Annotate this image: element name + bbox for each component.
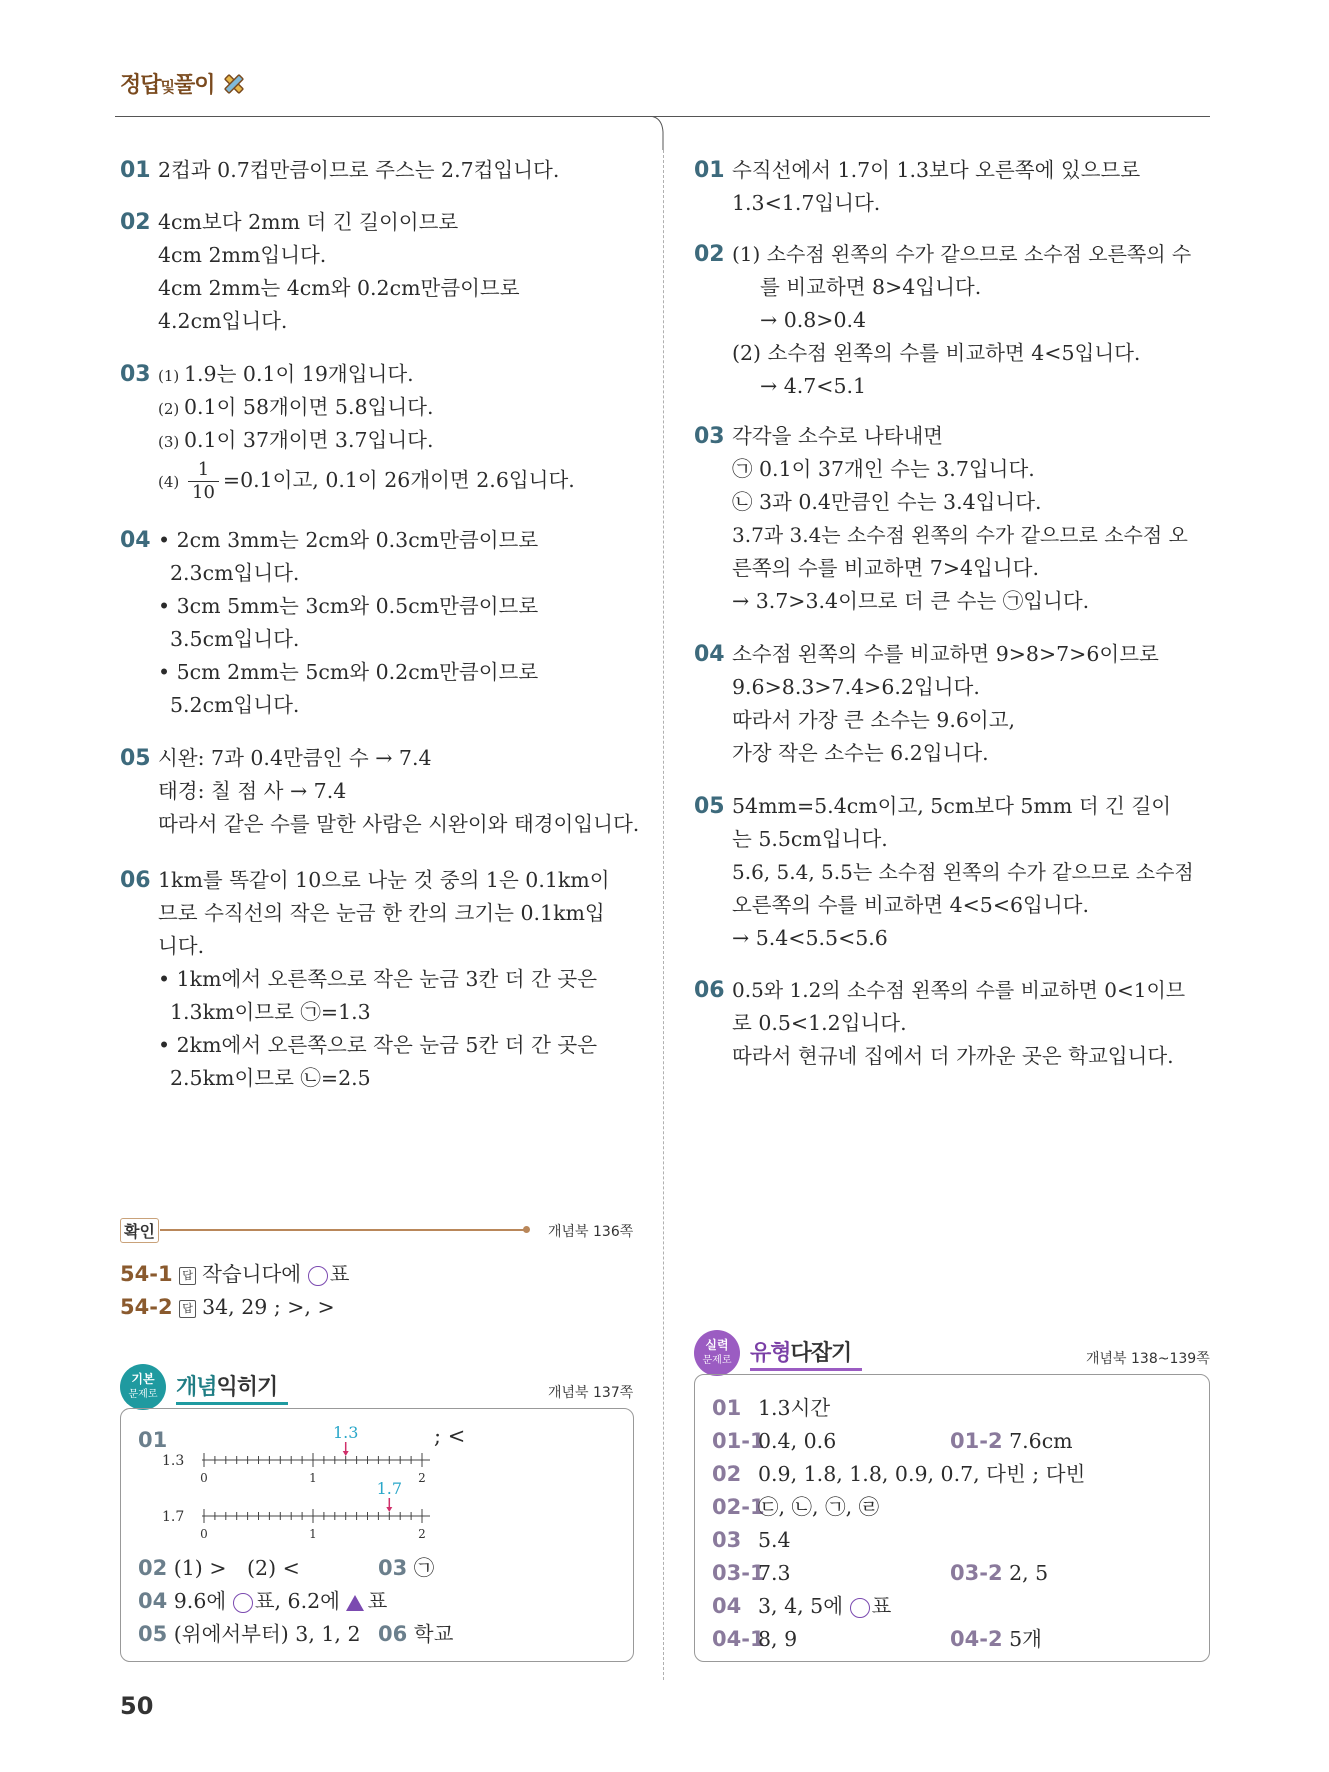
- check-item-2: [120, 1291, 335, 1324]
- basic-q04: [138, 1585, 387, 1618]
- problem-line: • 2cm 3mm는 2cm와 0.3cm만큼이므로: [158, 528, 539, 552]
- problem-line: 소수점 왼쪽의 수를 비교하면 9>8>7>6이므로: [732, 642, 1159, 666]
- problem-line: =0.1이고, 0.1이 26개이면 2.6입니다.: [222, 468, 575, 492]
- check-ref: 개념북 136쪽: [548, 1224, 634, 1240]
- problem-number: 05: [694, 794, 725, 819]
- check-rule: [160, 1229, 525, 1231]
- problem-number: 02: [694, 242, 725, 267]
- problem-line: 른쪽의 수를 비교하면 7>4입니다.: [732, 556, 1039, 580]
- circle-mark-icon: [233, 1593, 253, 1613]
- problem-line: 54mm=5.4cm이고, 5cm보다 5mm 더 긴 길이: [732, 794, 1172, 818]
- skill-row: 03 5.4: [712, 1528, 791, 1552]
- skill-badge: 실력 문제로: [694, 1330, 740, 1376]
- problem-line: 므로 수직선의 작은 눈금 한 칸의 크기는 0.1km입: [158, 901, 605, 925]
- problem-line: • 5cm 2mm는 5cm와 0.2cm만큼이므로: [158, 660, 539, 684]
- triangle-mark-icon: [346, 1595, 364, 1611]
- basic-q04-a: 9.6에: [173, 1589, 227, 1613]
- problem-number: 03: [694, 424, 725, 449]
- problem-number: 06: [120, 868, 151, 893]
- problem-line: 각각을 소수로 나타내면: [732, 424, 944, 448]
- problem-line: → 4.7<5.1: [760, 374, 867, 398]
- check-rule-dot: [523, 1226, 530, 1233]
- problem-line: 4.2cm입니다.: [158, 309, 288, 333]
- sub-label: (4): [158, 473, 180, 491]
- check-item-mark-text: 표: [329, 1262, 350, 1286]
- problem-line: (1) 소수점 왼쪽의 수가 같으므로 소수점 오른쪽의 수: [732, 242, 1192, 266]
- number-line-label: 1.7: [162, 1509, 185, 1525]
- skill-row: 01 1.3시간: [712, 1396, 831, 1420]
- problem-line: 2.3cm입니다.: [170, 561, 300, 585]
- problem-line: → 5.4<5.5<5.6: [732, 926, 888, 950]
- basic-q02-number: 02: [138, 1556, 168, 1580]
- fraction: $\frac{1}{10}$: [188, 459, 219, 504]
- basic-q06: [378, 1618, 453, 1651]
- circle-mark-icon: [308, 1266, 328, 1286]
- number-line-tick-label: 2: [418, 1471, 426, 1485]
- problem-line: (2) 소수점 왼쪽의 수를 비교하면 4<5입니다.: [732, 341, 1141, 365]
- problem-line: • 3cm 5mm는 3cm와 0.5cm만큼이므로: [158, 594, 539, 618]
- basic-q04-c: 표: [367, 1589, 388, 1613]
- basic-q06-text: 학교: [413, 1622, 454, 1646]
- problem-line: 시완: 7과 0.4만큼인 수 → 7.4: [158, 746, 432, 770]
- problem-line: 니다.: [158, 934, 205, 958]
- basic-q03-number: 03: [378, 1556, 408, 1580]
- basic-q05-text: (위에서부터) 3, 1, 2: [173, 1622, 361, 1646]
- problem-number: 04: [694, 642, 725, 667]
- answer-icon: 답: [179, 1267, 196, 1285]
- number-line-tick-label: 0: [200, 1471, 208, 1485]
- problem-line: 1.9는 0.1이 19개입니다.: [184, 362, 414, 386]
- number-line-tick-label: 1: [309, 1471, 317, 1485]
- check-item-number: 54-1: [120, 1262, 173, 1286]
- circle-mark-icon: [850, 1598, 870, 1618]
- skill-title-underline: [750, 1368, 862, 1371]
- problem-number: 02: [120, 210, 151, 235]
- number-line-arrowhead: [343, 1451, 349, 1456]
- problem-line: 5.6, 5.4, 5.5는 소수점 왼쪽의 수가 같으므로 소수점: [732, 860, 1194, 884]
- basic-q02: [138, 1552, 300, 1585]
- basic-ref: 개념북 137쪽: [548, 1385, 634, 1401]
- page-number: 50: [120, 1692, 154, 1720]
- problem-line: 따라서 같은 수를 말한 사람은 시완이와 태경이입니다.: [158, 812, 640, 836]
- basic-q02-a: (1) >: [173, 1556, 227, 1580]
- skill-row: 01-10.4, 0.6 01-2 7.6cm: [712, 1429, 1073, 1453]
- problem-number: 01: [694, 158, 725, 183]
- skill-row: 02 0.9, 1.8, 1.8, 0.9, 0.7, 다빈 ; 다빈: [712, 1462, 1086, 1486]
- problem-line: 5.2cm입니다.: [170, 693, 300, 717]
- sub-label: (2): [158, 400, 180, 418]
- answer-icon: 답: [179, 1300, 196, 1318]
- skill-row: 04-18, 9 04-2 5개: [712, 1627, 1042, 1651]
- basic-title: 개념익히기: [176, 1375, 278, 1400]
- number-lines: [160, 1420, 440, 1550]
- basic-q04-b: 표, 6.2에: [254, 1589, 340, 1613]
- problem-line: ㉡ 3과 0.4만큼인 수는 3.4입니다.: [732, 490, 1042, 514]
- problem-line: 4cm 2mm는 4cm와 0.2cm만큼이므로: [158, 276, 520, 300]
- skill-row: 03-17.3 03-2 2, 5: [712, 1561, 1049, 1585]
- check-item-text: 작습니다에: [202, 1262, 302, 1286]
- basic-q04-number: 04: [138, 1589, 168, 1613]
- problem-line: 3.7과 3.4는 소수점 왼쪽의 수가 같으므로 소수점 오: [732, 523, 1188, 547]
- problem-line: 1.3<1.7입니다.: [732, 191, 881, 215]
- problem-line: 0.1이 37개이면 3.7입니다.: [184, 428, 434, 452]
- basic-title-underline: [176, 1402, 288, 1405]
- problem-line: 2.5km이므로 ㉡=2.5: [170, 1066, 371, 1090]
- column-divider: [663, 150, 664, 1680]
- number-line-tick-label: 2: [418, 1527, 426, 1541]
- problem-line: → 3.7>3.4이므로 더 큰 수는 ㉠입니다.: [732, 589, 1090, 613]
- sub-label: (1): [158, 367, 180, 385]
- basic-q06-number: 06: [378, 1622, 408, 1646]
- check-item-1: [120, 1258, 349, 1291]
- number-line-label: 1.3: [162, 1453, 185, 1469]
- problem-number: 04: [120, 528, 151, 553]
- problem-line: • 2km에서 오른쪽으로 작은 눈금 5칸 더 간 곳은: [158, 1033, 598, 1057]
- number-line-value-label: 1.3: [332, 1423, 359, 1442]
- problem-line: 0.5와 1.2의 소수점 왼쪽의 수를 비교하면 0<1이므: [732, 978, 1186, 1002]
- problem-line: 를 비교하면 8>4입니다.: [760, 275, 982, 299]
- skill-title: 유형다잡기: [750, 1341, 852, 1366]
- problem-line: 따라서 가장 큰 소수는 9.6이고,: [732, 708, 1016, 732]
- basic-q02-b: (2) <: [247, 1556, 300, 1580]
- number-line-arrowhead: [386, 1507, 392, 1512]
- problem-line: 가장 작은 소수는 6.2입니다.: [732, 741, 989, 765]
- header-title-b: 및: [160, 78, 175, 96]
- skill-ref: 개념북 138~139쪽: [1086, 1351, 1210, 1367]
- check-label: 확인: [120, 1218, 159, 1243]
- problem-number: 05: [120, 746, 151, 771]
- problem-line: 4cm 2mm입니다.: [158, 243, 327, 267]
- basic-q01-answer: ; <: [434, 1424, 466, 1448]
- skill-row: 02-1㉢, ㉡, ㉠, ㉣: [712, 1495, 880, 1519]
- header-notch: [648, 116, 666, 150]
- problem-line: → 0.8>0.4: [760, 308, 867, 332]
- basic-q01-number: 01: [138, 1428, 168, 1452]
- pencil-ruler-icon: [222, 72, 246, 96]
- basic-q05-number: 05: [138, 1622, 168, 1646]
- problem-number: 03: [120, 362, 151, 387]
- skill-answers: [712, 1392, 1085, 1656]
- problem-number: 06: [694, 978, 725, 1003]
- problem-line: 로 0.5<1.2입니다.: [732, 1011, 907, 1035]
- basic-q05: [138, 1618, 361, 1651]
- sub-label: (3): [158, 433, 180, 451]
- problem-line: 3.5cm입니다.: [170, 627, 300, 651]
- problem-line: 태경: 칠 점 사 → 7.4: [158, 779, 347, 803]
- number-line-tick-label: 1: [309, 1527, 317, 1541]
- problem-line: ㉠ 0.1이 37개인 수는 3.7입니다.: [732, 457, 1035, 481]
- basic-badge: 기본 문제로: [120, 1364, 166, 1410]
- problem-line: 1.3km이므로 ㉠=1.3: [170, 1000, 371, 1024]
- problem-line: 따라서 현규네 집에서 더 가까운 곳은 학교입니다.: [732, 1044, 1174, 1068]
- problem-number: 01: [120, 158, 151, 183]
- problem-line: 수직선에서 1.7이 1.3보다 오른쪽에 있으므로: [732, 158, 1141, 182]
- problem-line: 9.6>8.3>7.4>6.2입니다.: [732, 675, 980, 699]
- header-title-c: 풀이: [174, 73, 215, 98]
- header-title-a: 정답: [120, 73, 161, 98]
- number-line-value-label: 1.7: [376, 1479, 403, 1498]
- check-item-text: 34, 29 ; >, >: [202, 1295, 335, 1319]
- problem-line: 는 5.5cm입니다.: [732, 827, 888, 851]
- number-line-tick-label: 0: [200, 1527, 208, 1541]
- header-title: [120, 68, 215, 99]
- problem-line: 오른쪽의 수를 비교하면 4<5<6입니다.: [732, 893, 1089, 917]
- problem-line: 1km를 똑같이 10으로 나눈 것 중의 1은 0.1km이: [158, 868, 610, 892]
- basic-q03: [378, 1552, 434, 1585]
- basic-q03-text: ㉠: [413, 1556, 435, 1580]
- problem-line: 2컵과 0.7컵만큼이므로 주스는 2.7컵입니다.: [158, 158, 560, 182]
- check-item-number: 54-2: [120, 1295, 173, 1319]
- skill-row: 04 3, 4, 5에 표: [712, 1594, 892, 1618]
- problem-line: 0.1이 58개이면 5.8입니다.: [184, 395, 434, 419]
- problem-line: • 1km에서 오른쪽으로 작은 눈금 3칸 더 간 곳은: [158, 967, 598, 991]
- problem-line: 4cm보다 2mm 더 긴 길이이므로: [158, 210, 459, 234]
